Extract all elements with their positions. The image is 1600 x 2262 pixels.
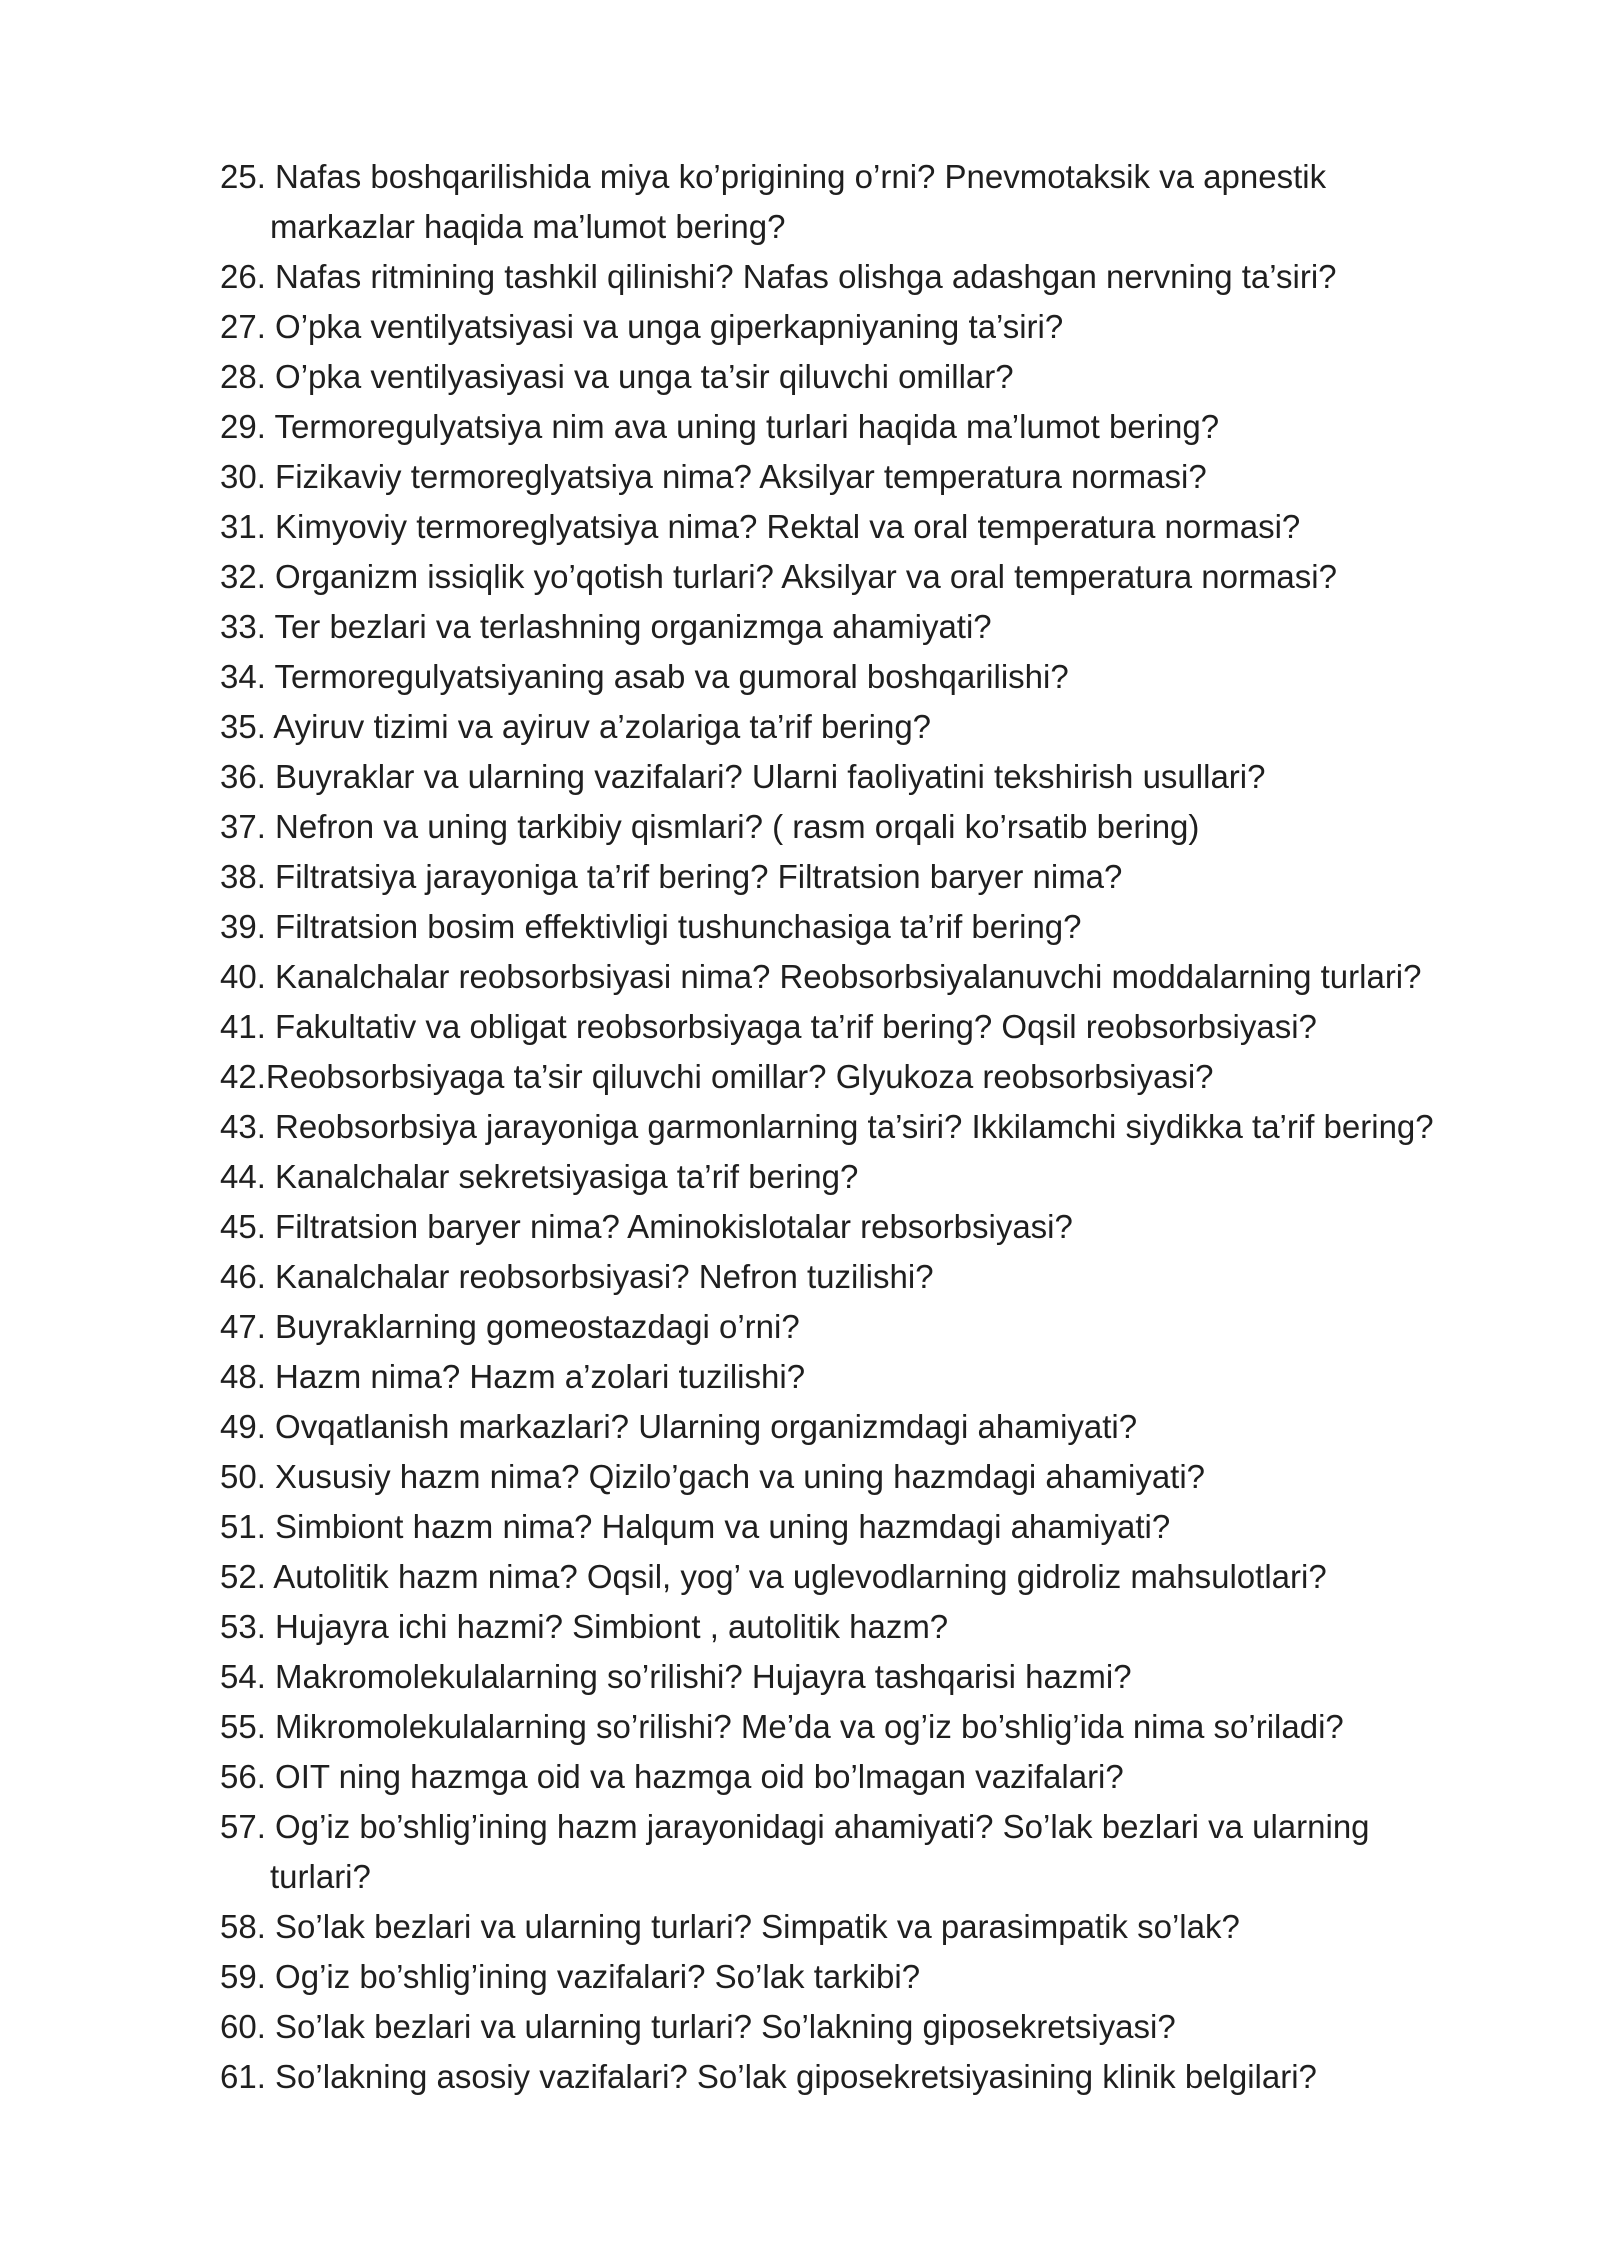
question-text: 40. Kanalchalar reobsorbsiyasi nima? Reobsorbsiyalanuvchi moddalarning turlari? <box>220 958 1422 995</box>
question-item <box>220 1752 1540 1802</box>
question-text: 60. So’lak bezlari va ularning turlari? So’lakning giposekretsiyasi? <box>220 2008 1176 2045</box>
question-item <box>220 852 1540 902</box>
question-text: 49. Ovqatlanish markazlari? Ularning organizmdagi ahamiyati? <box>220 1408 1138 1445</box>
question-item <box>220 352 1540 402</box>
question-text-continuation: turlari? <box>270 1858 371 1895</box>
question-text: 35. Ayiruv tizimi va ayiruv a’zolariga ta’rif bering? <box>220 708 932 745</box>
question-item <box>220 552 1540 602</box>
question-text: 43. Reobsorbsiya jarayoniga garmonlarning ta’siri? Ikkilamchi siydikka ta’rif bering? <box>220 1108 1434 1145</box>
question-item <box>220 802 1540 852</box>
question-text: 51. Simbiont hazm nima? Halqum va uning hazmdagi ahamiyati? <box>220 1508 1171 1545</box>
question-item <box>220 502 1540 552</box>
question-text: 39. Filtratsion bosim effektivligi tushunchasiga ta’rif bering? <box>220 908 1082 945</box>
question-text: 53. Hujayra ichi hazmi? Simbiont , autolitik hazm? <box>220 1608 949 1645</box>
question-item <box>220 452 1540 502</box>
question-text: 33. Ter bezlari va terlashning organizmga ahamiyati? <box>220 608 992 645</box>
question-text: 57. Og’iz bo’shlig’ining hazm jarayonidagi ahamiyati? So’lak bezlari va ularning <box>220 1808 1370 1845</box>
question-item <box>220 1502 1540 1552</box>
question-item <box>220 2002 1540 2052</box>
question-text: 45. Filtratsion baryer nima? Aminokislotalar rebsorbsiyasi? <box>220 1208 1073 1245</box>
question-text: 29. Termoregulyatsiya nim ava uning turlari haqida ma’lumot bering? <box>220 408 1220 445</box>
question-item <box>220 702 1540 752</box>
question-item <box>220 1352 1540 1402</box>
question-text: 44. Kanalchalar sekretsiyasiga ta’rif bering? <box>220 1158 859 1195</box>
question-item <box>220 1702 1540 1752</box>
question-text: 42.Reobsorbsiyaga ta’sir qiluvchi omillar? Glyukoza reobsorbsiyasi? <box>220 1058 1214 1095</box>
question-text: 55. Mikromolekulalarning so’rilishi? Me’da va og’iz bo’shlig’ida nima so’riladi? <box>220 1708 1344 1745</box>
question-item <box>220 1202 1540 1252</box>
question-text: 32. Organizm issiqlik yo’qotish turlari? Aksilyar va oral temperatura normasi? <box>220 558 1337 595</box>
question-item <box>220 1302 1540 1352</box>
question-item <box>220 1952 1540 2002</box>
question-item <box>220 402 1540 452</box>
question-item <box>220 652 1540 702</box>
question-text: 61. So’lakning asosiy vazifalari? So’lak giposekretsiyasining klinik belgilari? <box>220 2058 1317 2095</box>
question-text: 31. Kimyoviy termoreglyatsiya nima? Rektal va oral temperatura normasi? <box>220 508 1301 545</box>
question-text: 56. OIT ning hazmga oid va hazmga oid bo’lmagan vazifalari? <box>220 1758 1124 1795</box>
question-item <box>220 1452 1540 1502</box>
question-item <box>220 1602 1540 1652</box>
question-item <box>220 252 1540 302</box>
question-text: 48. Hazm nima? Hazm a’zolari tuzilishi? <box>220 1358 806 1395</box>
question-text: 50. Xususiy hazm nima? Qizilo’gach va uning hazmdagi ahamiyati? <box>220 1458 1206 1495</box>
question-item <box>220 1002 1540 1052</box>
question-text: 28. O’pka ventilyasiyasi va unga ta’sir qiluvchi omillar? <box>220 358 1014 395</box>
question-item <box>220 752 1540 802</box>
question-item <box>220 1402 1540 1452</box>
question-item <box>220 1052 1540 1102</box>
question-item <box>220 1102 1540 1152</box>
question-item <box>220 1652 1540 1702</box>
question-text-continuation: markazlar haqida ma’lumot bering? <box>270 208 786 245</box>
question-item <box>220 2052 1540 2102</box>
question-text: 52. Autolitik hazm nima? Oqsil, yog’ va uglevodlarning gidroliz mahsulotlari? <box>220 1558 1327 1595</box>
question-item <box>220 1552 1540 1602</box>
question-text: 41. Fakultativ va obligat reobsorbsiyaga ta’rif bering? Oqsil reobsorbsiyasi? <box>220 1008 1317 1045</box>
question-text: 26. Nafas ritmining tashkil qilinishi? Nafas olishga adashgan nervning ta’siri? <box>220 258 1337 295</box>
question-item <box>220 302 1540 352</box>
question-item <box>220 1152 1540 1202</box>
question-text: 36. Buyraklar va ularning vazifalari? Ularni faoliyatini tekshirish usullari? <box>220 758 1266 795</box>
question-item <box>220 1902 1540 1952</box>
question-text: 54. Makromolekulalarning so’rilishi? Hujayra tashqarisi hazmi? <box>220 1658 1132 1695</box>
question-text: 27. O’pka ventilyatsiyasi va unga giperkapniyaning ta’siri? <box>220 308 1064 345</box>
question-text: 58. So’lak bezlari va ularning turlari? Simpatik va parasimpatik so’lak? <box>220 1908 1240 1945</box>
question-text: 37. Nefron va uning tarkibiy qismlari? ( rasm orqali ko’rsatib bering) <box>220 808 1200 845</box>
question-text: 25. Nafas boshqarilishida miya ko’prigining o’rni? Pnevmotaksik va apnestik <box>220 158 1327 195</box>
question-list <box>220 152 1540 2102</box>
question-item <box>220 1252 1540 1302</box>
question-item <box>220 1802 1540 1902</box>
question-item <box>220 152 1540 252</box>
question-item <box>220 952 1540 1002</box>
question-text: 59. Og’iz bo’shlig’ining vazifalari? So’lak tarkibi? <box>220 1958 921 1995</box>
question-item <box>220 602 1540 652</box>
question-text: 30. Fizikaviy termoreglyatsiya nima? Aksilyar temperatura normasi? <box>220 458 1207 495</box>
question-text: 38. Filtratsiya jarayoniga ta’rif bering? Filtratsion baryer nima? <box>220 858 1123 895</box>
question-text: 47. Buyraklarning gomeostazdagi o’rni? <box>220 1308 800 1345</box>
question-text: 46. Kanalchalar reobsorbsiyasi? Nefron tuzilishi? <box>220 1258 934 1295</box>
question-text: 34. Termoregulyatsiyaning asab va gumoral boshqarilishi? <box>220 658 1069 695</box>
question-item <box>220 902 1540 952</box>
